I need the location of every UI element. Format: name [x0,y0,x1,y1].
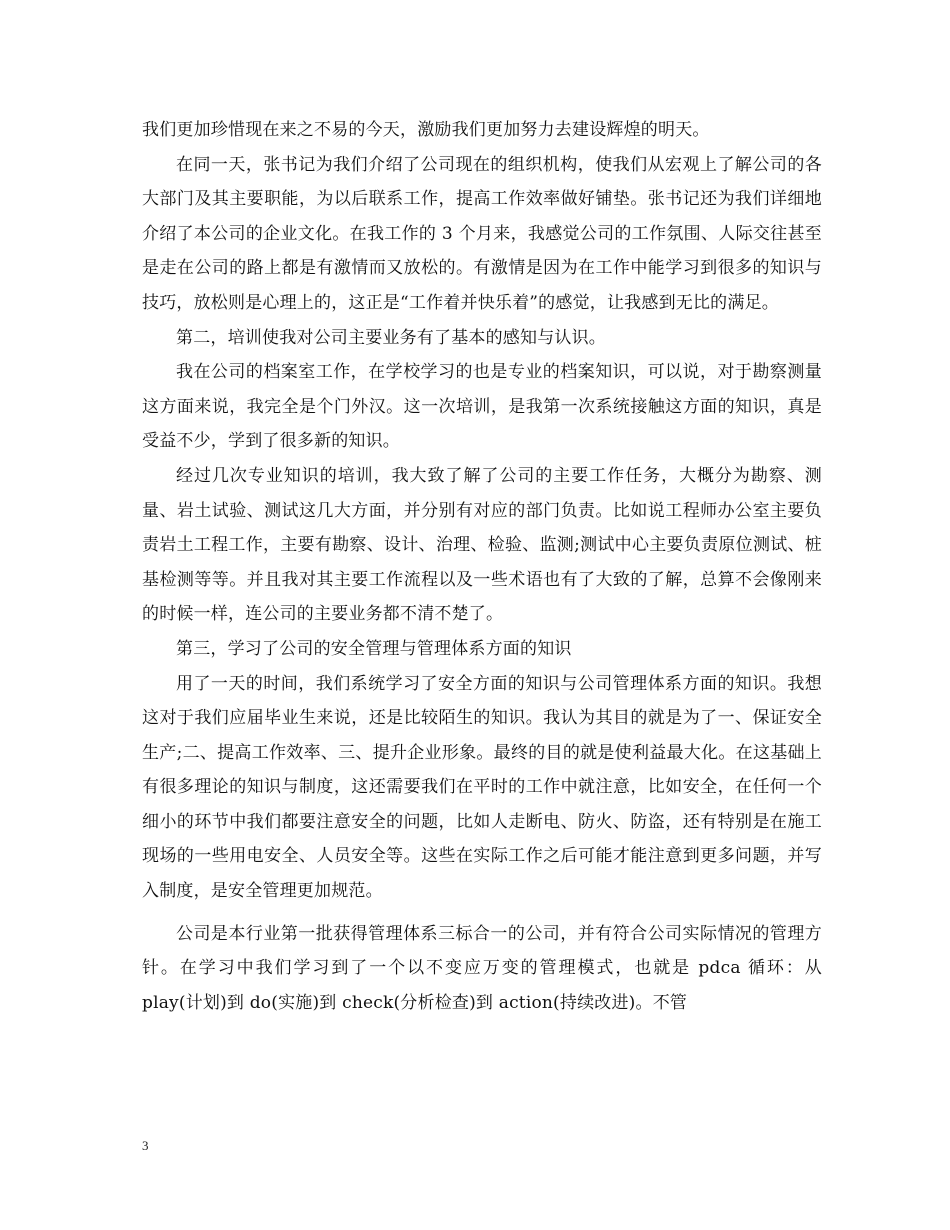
paragraph-2: 在同一天，张书记为我们介绍了公司现在的组织机构，使我们从宏观上了解公司的各大部门及其主要职能，为以后联系工作，提高工作效率做好铺垫。张书记还为我们详细地介绍了本公司的企业文化。在我工作的 3 个月来，我感觉公司的工作氛围、人际交往甚至是走在公司的路上都是有激情而又放松的。有激情是因为在工作中能学习到很多的知识与技巧，放松则是心理上的，这正是“工作着并快乐着”的感觉，让我感到无比的满足。 [142,154,822,313]
page-number: 3 [142,1138,149,1153]
paragraph-1: 我们更加珍惜现在来之不易的今天，激励我们更加努力去建设辉煌的明天。 [142,120,710,140]
paragraph-8: 公司是本行业第一批获得管理体系三标合一的公司，并有符合公司实际情况的管理方针。在学习中我们学习到了一个以不变应万变的管理模式，也就是 pdca 循环：从 play(计划)到 do(实施)到 check(分析检查)到 action(持续改进)。不管 [142,923,822,1013]
paragraph-4: 我在公司的档案室工作，在学校学习的也是专业的档案知识，可以说，对于勘察测量这方面来说，我完全是个门外汉。这一次培训，是我第一次系统接触这方面的知识，真是受益不少，学到了很多新的知识。 [142,362,822,452]
paragraph-3: 第二，培训使我对公司主要业务有了基本的感知与认识。 [176,327,606,348]
paragraph-5: 经过几次专业知识的培训，我大致了解了公司的主要工作任务，大概分为勘察、测量、岩土试验、测试这几大方面，并分别有对应的部门负责。比如说工程师办公室主要负责岩土工程工作，主要有勘察、设计、治理、检验、监测;测试中心主要负责原位测试、桩基检测等等。并且我对其主要工作流程以及一些术语也有了大致的了解，总算不会像刚来的时候一样，连公司的主要业务都不清不楚了。 [142,465,822,625]
document-body [142,113,822,1020]
paragraph-7: 用了一天的时间，我们系统学习了安全方面的知识与公司管理体系方面的知识。我想这对于我们应届毕业生来说，还是比较陌生的知识。我认为其目的就是为了一、保证安全生产;二、提高工作效率、三、提升企业形象。最终的目的就是使利益最大化。在这基础上有很多理论的知识与制度，这还需要我们在平时的工作中就注意，比如安全，在任何一个细小的环节中我们都要注意安全的问题，比如人走断电、防火、防盗，还有特别是在施工现场的一些用电安全、人员安全等。这些在实际工作之后可能才能注意到更多问题，并写入制度，是安全管理更加规范。 [142,673,822,902]
paragraph-6: 第三，学习了公司的安全管理与管理体系方面的知识 [176,638,572,659]
